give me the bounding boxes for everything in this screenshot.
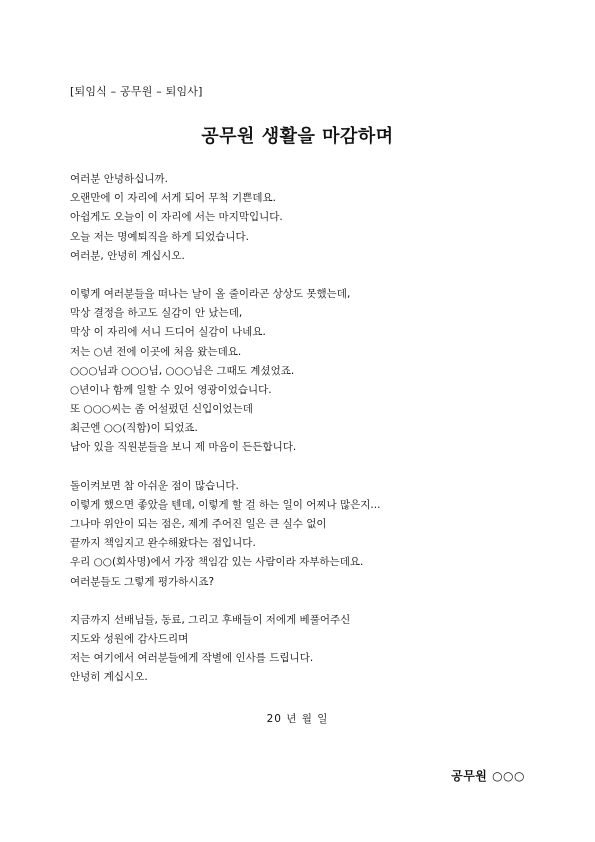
speech-line: 지도와 성원에 감사드리며	[70, 632, 189, 645]
speech-line: ○년이나 함께 일할 수 있어 영광이었습니다.	[70, 383, 272, 396]
speech-paragraph	[70, 170, 540, 266]
speech-line: 남아 있을 직원분들을 보니 제 마음이 든든합니다.	[70, 441, 297, 454]
speech-line: 여러분 안녕하십니까.	[70, 173, 168, 185]
speech-line: 또 ○○○씨는 좀 어설펐던 신입이었는데	[70, 403, 253, 416]
speech-line: 저는 ○년 전에 이곳에 처음 왔는데요.	[70, 345, 242, 358]
speech-paragraph	[70, 477, 540, 592]
signature: 공무원 ○○○	[451, 769, 525, 783]
speech-paragraph	[70, 285, 540, 458]
speech-line: 이렇게 여러분들을 떠나는 날이 올 줄이라곤 상상도 못했는데,	[70, 287, 351, 300]
document-category: [퇴임식 – 공무원 – 퇴임사]	[70, 85, 203, 98]
speech-line: ○○○님과 ○○○님, ○○○님은 그때도 계셨었죠.	[70, 364, 295, 377]
speech-line: 이렇게 했으면 좋았을 텐데, 이렇게 할 걸 하는 일이 어찌나 많은지...	[70, 498, 381, 511]
speech-line: 돌이켜보면 참 아쉬운 점이 많습니다.	[70, 479, 239, 492]
speech-line: 최근엔 ○○(직함)이 되었죠.	[70, 422, 198, 435]
speech-line: 오랜만에 이 자리에 서게 되어 무척 기쁜데요.	[70, 192, 276, 205]
speech-line: 그나마 위안이 되는 점은, 제게 주어진 일은 큰 실수 없이	[70, 518, 327, 530]
speech-line: 여러분, 안녕히 계십시오.	[70, 249, 185, 262]
speech-line: 안녕히 계십시오.	[70, 671, 148, 684]
speech-line: 저는 여기에서 여러분들에게 작별에 인사를 드립니다.	[70, 652, 314, 665]
speech-line: 아쉽게도 오늘이 이 자리에 서는 마지막입니다.	[70, 211, 283, 224]
speech-body	[70, 170, 540, 707]
document-title: 공무원 생활을 마감하며	[201, 126, 394, 147]
speech-line: 지금까지 선배님들, 동료, 그리고 후배들이 저에게 베풀어주신	[70, 613, 351, 626]
document-date: 20 년 월 일	[266, 713, 329, 725]
speech-line: 막상 결정을 하고도 실감이 안 났는데,	[70, 307, 243, 320]
speech-line: 우리 ○○(회사명)에서 가장 책임감 있는 사람이라 자부하는데요.	[70, 556, 364, 569]
speech-line: 오늘 저는 명예퇴직을 하게 되었습니다.	[70, 230, 249, 243]
speech-paragraph	[70, 611, 540, 688]
speech-line: 끝까지 책임지고 완수해왔다는 점입니다.	[70, 537, 256, 550]
speech-line: 막상 이 자리에 서니 드디어 실감이 나네요.	[70, 326, 266, 339]
speech-line: 여러분들도 그렇게 평가하시죠?	[70, 575, 215, 588]
